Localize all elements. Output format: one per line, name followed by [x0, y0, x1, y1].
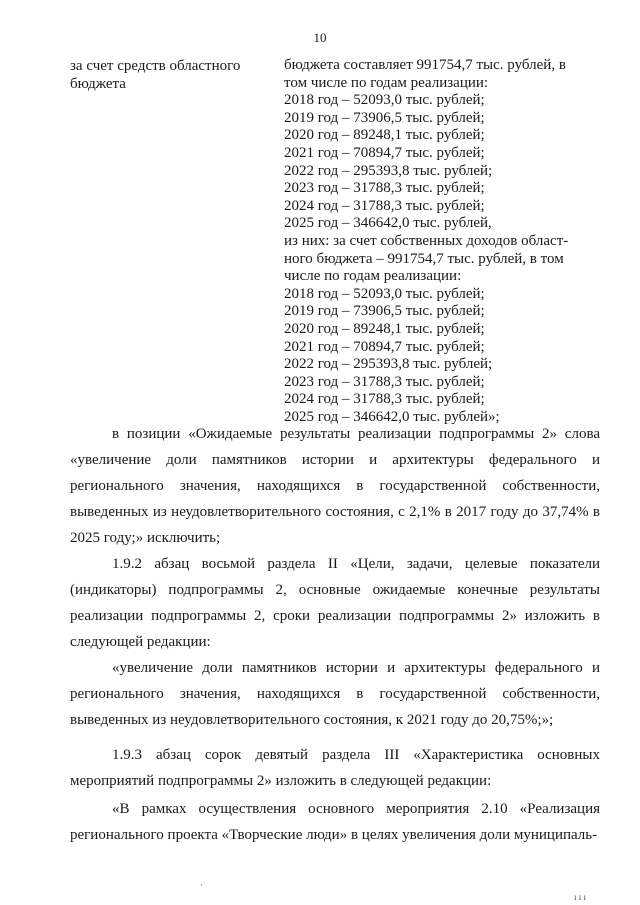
funding-line: 2024 год – 31788,3 тыс. рублей; [284, 197, 485, 214]
paragraph: 1.9.2 абзац восьмой раздела II «Цели, задачи, целевые показатели (индикаторы) подпрограммы 2, основные ожидаемые конечные результаты реализации подпрограммы 2, сроки реализации подпрограммы 2» изложить в следующей редакции: [70, 556, 600, 650]
body-text [70, 421, 600, 551]
funding-line: ного бюджета – 991754,7 тыс. рублей, в том [284, 250, 564, 267]
body-text [70, 551, 600, 655]
funding-line: 2023 год – 31788,3 тыс. рублей; [284, 180, 485, 197]
funding-line: 2025 год – 346642,0 тыс. рублей»; [284, 408, 500, 425]
body-text [70, 742, 600, 794]
funding-line: 2021 год – 70894,7 тыс. рублей; [284, 144, 485, 161]
paragraph: 1.9.3 абзац сорок девятый раздела III «Характеристика основных мероприятий подпрограммы 2» изложить в следующей редакции: [70, 747, 600, 789]
paragraph: в позиции «Ожидаемые результаты реализации подпрограммы 2» слова «увеличение доли памятников истории и архитектуры федерального и регионального значения, находящихся в государственной собственности, выведенных из неудовлетворительного состояния, с 2,1% в 2017 году до 37,74% в 2025 году;» исключить; [70, 426, 600, 546]
funding-line: 2019 год – 73906,5 тыс. рублей; [284, 303, 485, 320]
funding-line: 2019 год – 73906,5 тыс. рублей; [284, 109, 485, 126]
paragraph: «В рамках осуществления основного мероприятия 2.10 «Реализация регионального проекта «Творческие люди» в целях увеличения доли муниципаль- [70, 801, 600, 843]
funding-line: числе по годам реализации: [284, 268, 462, 285]
paragraph: «увеличение доли памятников истории и архитектуры федерального и регионального значения, находящихся в государственной собственности, выведенных из неудовлетворительного состояния, к 2021 году до 20,75%;»; [70, 660, 600, 728]
funding-line: 2022 год – 295393,8 тыс. рублей; [284, 162, 493, 179]
funding-details [284, 57, 604, 426]
funding-line: 2024 год – 31788,3 тыс. рублей; [284, 391, 485, 408]
funding-line: бюджета составляет 991754,7 тыс. рублей, в [284, 57, 566, 73]
funding-line: том числе по годам реализации: [284, 74, 489, 91]
funding-line: 2020 год – 89248,1 тыс. рублей; [284, 127, 485, 144]
funding-line: 2020 год – 89248,1 тыс. рублей; [284, 320, 485, 337]
body-text [70, 796, 600, 848]
page-number: 10 [313, 30, 327, 45]
footer-mark: ı ı ı [574, 892, 587, 902]
funding-source-label: за счет средств областного бюджета [70, 58, 241, 92]
funding-line: 2022 год – 295393,8 тыс. рублей; [284, 356, 493, 373]
funding-line: 2018 год – 52093,0 тыс. рублей; [284, 285, 485, 302]
funding-line: 2025 год – 346642,0 тыс. рублей, [284, 215, 492, 232]
funding-line: 2018 год – 52093,0 тыс. рублей; [284, 92, 485, 109]
scan-speck: · [200, 880, 203, 890]
funding-line: из них: за счет собственных доходов област- [284, 232, 569, 249]
funding-line: 2023 год – 31788,3 тыс. рублей; [284, 373, 485, 390]
body-text [70, 655, 600, 733]
funding-line: 2021 год – 70894,7 тыс. рублей; [284, 338, 485, 355]
